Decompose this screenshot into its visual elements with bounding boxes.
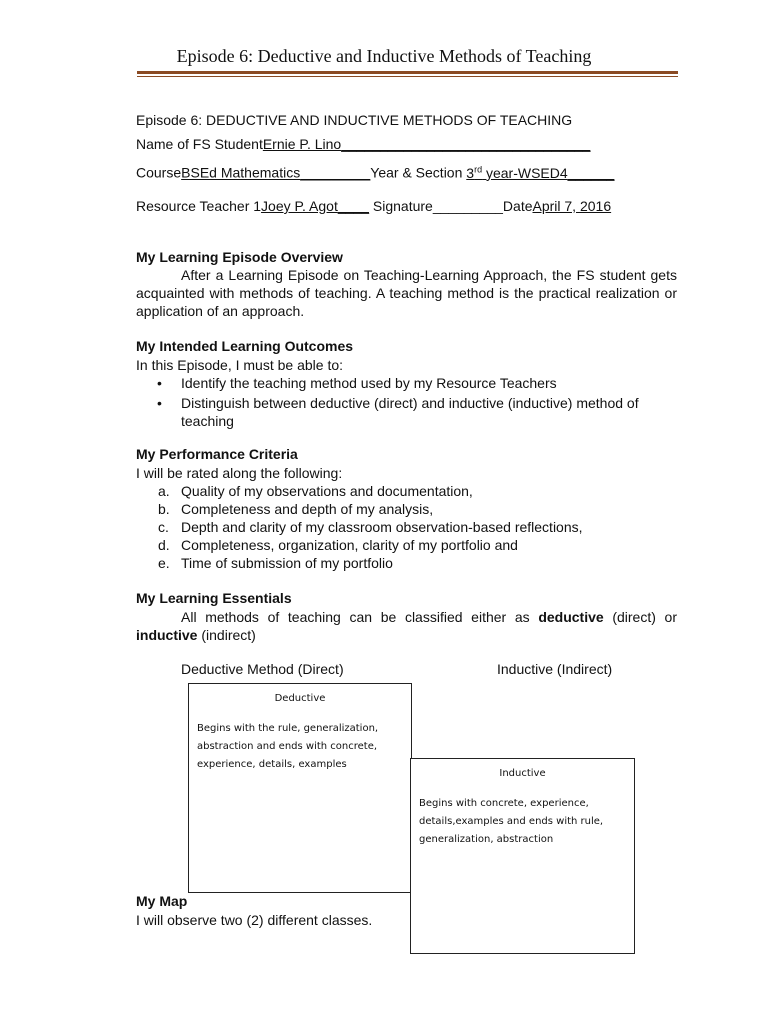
criteria-item — [136, 536, 677, 554]
teacher-blank: ____ — [337, 198, 370, 214]
course-value — [181, 165, 370, 181]
criteria-intro: I will be rated along the following: — [136, 465, 343, 481]
student-name-text: Ernie P. Lino — [262, 136, 342, 152]
criteria-text: Completeness, organization, clarity of my portfolio and — [181, 537, 518, 553]
criteria-marker: e. — [158, 555, 170, 571]
course-year-line — [136, 164, 614, 181]
inductive-caption: Inductive (Indirect) — [497, 661, 613, 677]
teacher-line — [136, 198, 611, 214]
inductive-box-title: Inductive — [499, 768, 546, 779]
outcomes-list — [136, 374, 677, 432]
date-label: Date — [502, 198, 533, 214]
year-section-blank: ______ — [567, 164, 615, 181]
criteria-text: Depth and clarity of my classroom observation-based reflections, — [181, 519, 583, 535]
student-name-value — [263, 136, 591, 152]
criteria-marker: c. — [158, 519, 169, 535]
essentials-heading: My Learning Essentials — [136, 590, 292, 606]
inductive-box-text: Begins with concrete, experience, details,examples and ends with rule, generalization, abstraction — [419, 798, 604, 845]
teacher-text: Joey P. Agot — [261, 198, 338, 214]
year-section-label: Year & Section — [370, 164, 467, 181]
map-text: I will observe two (2) different classes. — [136, 912, 373, 928]
overview-heading: My Learning Episode Overview — [136, 249, 343, 265]
teacher-value — [261, 198, 369, 214]
year-section-value — [466, 165, 614, 181]
criteria-marker: d. — [158, 537, 170, 553]
criteria-marker: b. — [158, 501, 170, 517]
deductive-box-title: Deductive — [274, 693, 326, 704]
criteria-item — [136, 554, 677, 572]
criteria-list — [136, 482, 677, 572]
deductive-box — [188, 683, 412, 893]
signature-label: Signature — [372, 198, 433, 214]
criteria-item — [136, 518, 677, 536]
deductive-box-text: Begins with the rule, generalization, abstraction and ends with concrete, experience, details, examples — [197, 723, 379, 770]
bullet-icon: • — [157, 375, 162, 391]
criteria-marker: a. — [158, 483, 170, 499]
outcome-item — [136, 394, 677, 430]
student-name-label: Name of FS Student — [136, 136, 263, 152]
course-blank: _________ — [300, 164, 371, 181]
student-name-line — [136, 136, 590, 152]
header-rule-thin — [137, 76, 678, 77]
year-ordinal: rd — [474, 164, 483, 174]
criteria-text: Time of submission of my portfolio — [181, 555, 393, 571]
essentials-paragraph — [136, 608, 677, 644]
student-name-blank: ________________________________ — [341, 136, 591, 152]
course-label: Course — [136, 164, 182, 181]
teacher-label: Resource Teacher 1 — [136, 198, 262, 214]
essentials-bold-inductive: inductive — [136, 627, 198, 643]
criteria-heading: My Performance Criteria — [136, 446, 298, 462]
inductive-box — [410, 758, 635, 954]
criteria-item — [136, 500, 677, 518]
outcome-item — [136, 374, 677, 392]
document-header-title: Episode 6: Deductive and Inductive Methods of Teaching — [176, 46, 592, 66]
outcomes-heading: My Intended Learning Outcomes — [136, 338, 354, 354]
criteria-text: Quality of my observations and documentation, — [181, 483, 473, 499]
year-number: 3 — [466, 164, 475, 181]
outcomes-intro: In this Episode, I must be able to: — [136, 357, 344, 373]
episode-line: Episode 6: DEDUCTIVE AND INDUCTIVE METHODS OF TEACHING — [136, 112, 573, 128]
essentials-text-2: (direct) or — [603, 609, 677, 625]
bullet-icon: • — [157, 395, 162, 411]
outcome-text: Distinguish between deductive (direct) and inductive (inductive) method of teaching — [181, 395, 639, 429]
header-rule — [137, 71, 678, 74]
year-section-text: year-WSED4 — [482, 164, 568, 181]
date-value — [533, 198, 612, 214]
deductive-caption: Deductive Method (Direct) — [181, 661, 344, 677]
outcome-text: Identify the teaching method used by my Resource Teachers — [181, 375, 557, 391]
essentials-bold-deductive: deductive — [538, 609, 604, 625]
criteria-text: Completeness and depth of my analysis, — [181, 501, 434, 517]
overview-paragraph: After a Learning Episode on Teaching-Learning Approach, the FS student gets acquainted with methods of teaching. A teaching method is the practical realization or application of an approach. — [136, 267, 677, 319]
criteria-item — [136, 482, 677, 500]
essentials-text-3: (indirect) — [197, 627, 256, 643]
map-heading: My Map — [136, 893, 188, 909]
date-text: April 7, 2016 — [532, 198, 612, 214]
course-text: BSEd Mathematics — [181, 164, 301, 181]
signature-blank: _________ — [432, 198, 503, 214]
essentials-text-1: All methods of teaching can be classified either as — [181, 609, 539, 625]
